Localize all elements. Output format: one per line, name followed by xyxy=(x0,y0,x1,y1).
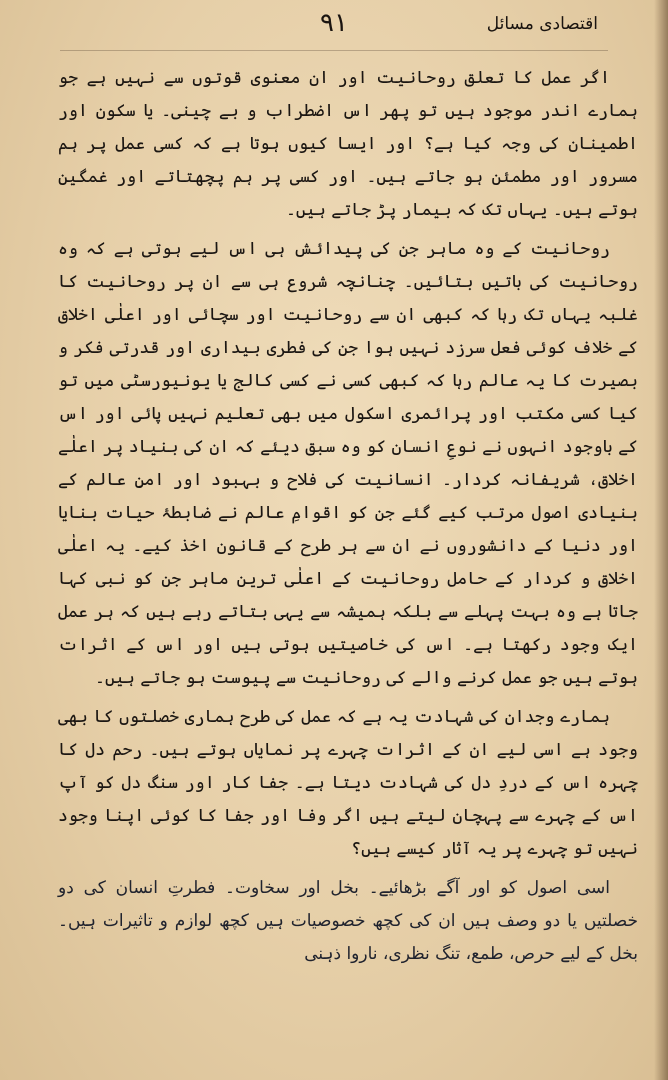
paragraph-1: اگر عمل کا تعلق روحانیت اور ان معنوی قوتوں سے نہیں ہے جو ہمارے اندر موجود ہیں تو پھر اس اضطراب و بے چینی۔ یا سکون اور اطمینان کی وجہ کیا ہے؟ اور ایسا کیوں ہوتا ہے کہ کسی عمل پر ہم مسرور اور مطمئن ہو جاتے ہیں۔ اور کسی پر ہم پچھتاتے اور غمگین ہوتے ہیں۔ یہاں تک کہ بیمار پڑ جاتے ہیں۔ xyxy=(58,68,638,220)
paragraph-2: روحانیت کے وہ ماہر جن کی پیدائش ہی اس لیے ہوتی ہے کہ وہ روحانیت کی باتیں بتائیں۔ چنانچہ شروع ہی سے ان پر روحانیت کا غلبہ یہاں تک رہا کہ کبھی ان سے روحانیت اور سچائی اور اعلٰی اخلاق کے خلاف کوئی فعل سرزد نہیں ہوا جن کی فطری بیداری اور قدرتی فکر و بصیرت کا یہ عالم رہا کہ کبھی کسی نے کسی کالج یا یونیورسٹی میں تو کیا کسی مکتب اور پرائمری اسکول میں بھی تعلیم نہیں پائی اور اس کے باوجود انہوں نے نوعِ انسان کو وہ سبق دیئے کہ ان کی بنیاد پر اعلٰے اخلاق، شریفانہ کردار۔ انسانیت کی فلاح و بہبود اور امنِ عالم کے بنیادی اصول مرتب کیے گئے جن کو اقوامِ عالم نے ضابطۂ حیات بنایا اور دنیا کے دانشوروں نے ان سے ہر طرح کے قانون اخذ کیے۔ یہ اعلٰی اخلاق و کردار کے حامل روحانیت کے اعلٰی ترین ماہر جن کو نبی کہا جاتا ہے وہ بہت پہلے سے بلکہ ہمیشہ سے یہی بتاتے رہے ہیں کہ ہر عمل ایک وجود رکھتا ہے۔ اس کی خاصیتیں ہوتی ہیں اور اس کے اثرات ہوتے ہیں جو عمل کرنے والے کی روحانیت سے پیوست ہو جاتے ہیں۔ xyxy=(58,239,638,688)
header-divider xyxy=(60,50,608,51)
page-number: ٩١ xyxy=(320,8,348,38)
page-header xyxy=(40,6,628,46)
page-body xyxy=(58,62,638,977)
paragraph-4: اسی اصول کو اور آگے بڑھائیے۔ بخل اور سخاوت۔ فطرتِ انسان کی دو خصلتیں یا دو وصف ہیں ان کی کچھ خصوصیات ہیں کچھ لوازم و تاثیرات ہیں۔ بخل کے لیے حرص، طمع، تنگ نظری، ناروا ذہنی xyxy=(58,878,638,964)
paragraph-3: ہمارے وجدان کی شہادت یہ ہے کہ عمل کی طرح ہماری خصلتوں کا بھی وجود ہے اسی لیے ان کے اثرات چہرے پر نمایاں ہوتے ہیں۔ رحم دل کا چہرہ اس کے دردِ دل کی شہادت دیتا ہے۔ جفا کار اور سنگ دل کو آپ اس کے چہرے سے پہچان لیتے ہیں اگر وفا اور جفا کا کوئی اپنا وجود نہیں تو چہرے پر یہ آثار کیسے ہیں؟ xyxy=(58,707,638,859)
page-edge-shadow xyxy=(654,0,668,1080)
running-title: اقتصادی مسائل xyxy=(486,14,598,34)
